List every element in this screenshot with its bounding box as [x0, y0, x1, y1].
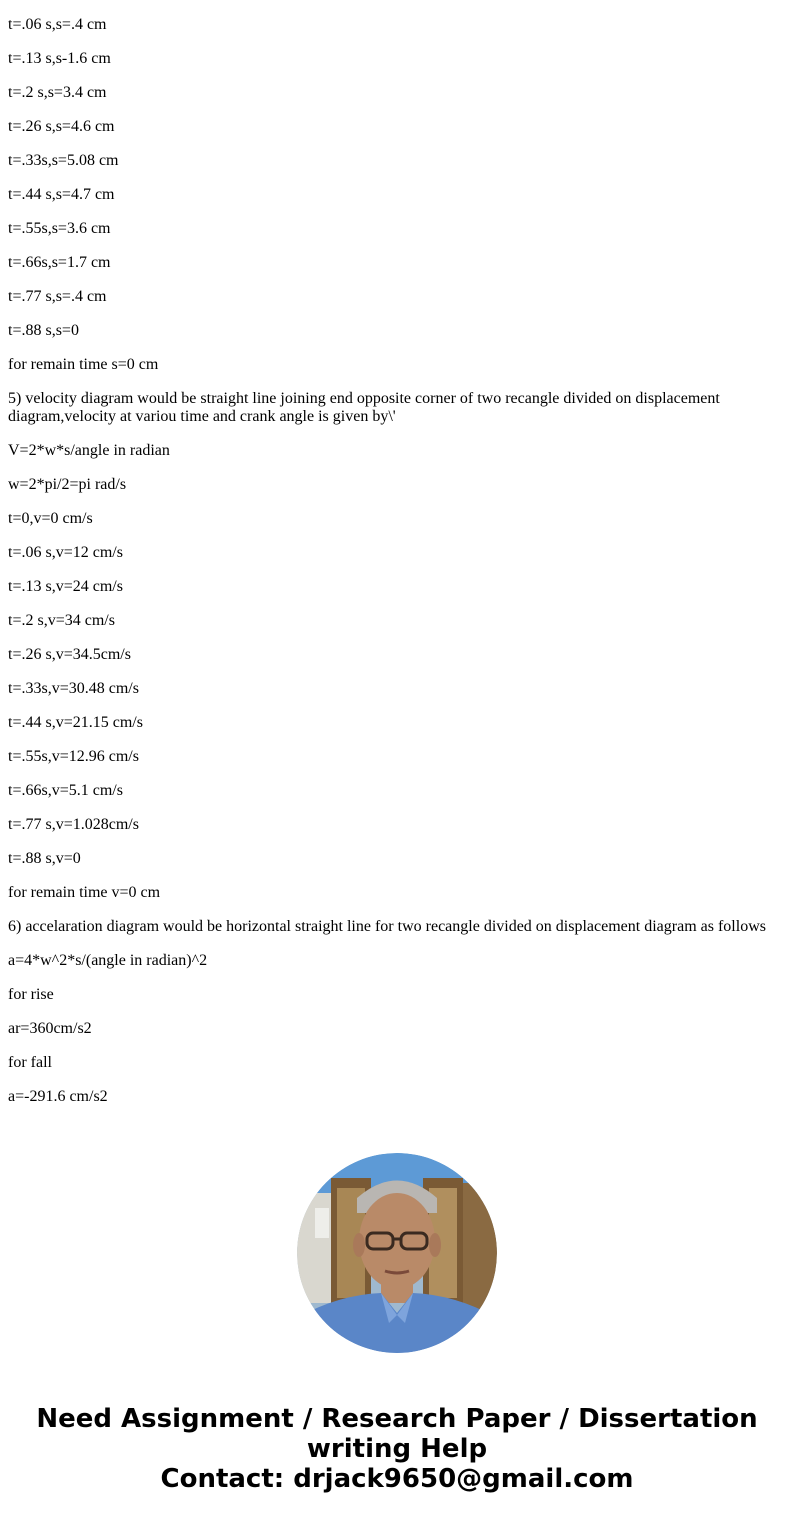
- text-line: t=.13 s,v=24 cm/s: [8, 578, 123, 595]
- text-line: t=.77 s,s=.4 cm: [8, 288, 107, 305]
- text-line: for remain time v=0 cm: [8, 884, 161, 901]
- text-line: ar=360cm/s2: [8, 1020, 92, 1037]
- promo-banner: [0, 1404, 794, 1494]
- text-line: t=.06 s,v=12 cm/s: [8, 544, 123, 561]
- text-line: t=.44 s,v=21.15 cm/s: [8, 714, 143, 731]
- text-line: a=-291.6 cm/s2: [8, 1088, 108, 1105]
- text-line: t=.55s,s=3.6 cm: [8, 220, 111, 237]
- text-line: t=.77 s,v=1.028cm/s: [8, 816, 139, 833]
- text-line: t=.2 s,v=34 cm/s: [8, 612, 115, 629]
- text-line: t=.26 s,s=4.6 cm: [8, 118, 115, 135]
- text-line: t=.2 s,s=3.4 cm: [8, 84, 107, 101]
- promo-contact: Contact: drjack9650@gmail.com: [160, 1464, 634, 1494]
- document-body: [8, 16, 786, 1122]
- text-line: 5) velocity diagram would be straight line joining end opposite corner of two recangle divided on displacement diagram,velocity at variou time and crank angle is given by\': [8, 390, 720, 425]
- text-line: for remain time s=0 cm: [8, 356, 159, 373]
- text-line: t=.88 s,s=0: [8, 322, 79, 339]
- text-line: V=2*w*s/angle in radian: [8, 442, 170, 459]
- text-line: t=.66s,s=1.7 cm: [8, 254, 111, 271]
- text-line: t=.44 s,s=4.7 cm: [8, 186, 115, 203]
- text-line: t=.88 s,v=0: [8, 850, 81, 867]
- text-line: for rise: [8, 986, 54, 1003]
- avatar: [297, 1153, 497, 1353]
- text-line: t=.33s,s=5.08 cm: [8, 152, 119, 169]
- text-line: t=.13 s,s-1.6 cm: [8, 50, 111, 67]
- text-line: t=.33s,v=30.48 cm/s: [8, 680, 139, 697]
- text-line: t=.55s,v=12.96 cm/s: [8, 748, 139, 765]
- text-line: for fall: [8, 1054, 52, 1071]
- text-line: t=.66s,v=5.1 cm/s: [8, 782, 123, 799]
- promo-heading-line: writing Help: [306, 1434, 488, 1464]
- text-line: t=0,v=0 cm/s: [8, 510, 93, 527]
- promo-heading-line: Need Assignment / Research Paper / Dissertation: [36, 1404, 758, 1434]
- text-line: t=.26 s,v=34.5cm/s: [8, 646, 131, 663]
- text-line: a=4*w^2*s/(angle in radian)^2: [8, 952, 208, 969]
- text-line: 6) accelaration diagram would be horizontal straight line for two recangle divided on displacement diagram as follows: [8, 918, 766, 935]
- text-line: w=2*pi/2=pi rad/s: [8, 476, 127, 493]
- text-line: t=.06 s,s=.4 cm: [8, 16, 107, 33]
